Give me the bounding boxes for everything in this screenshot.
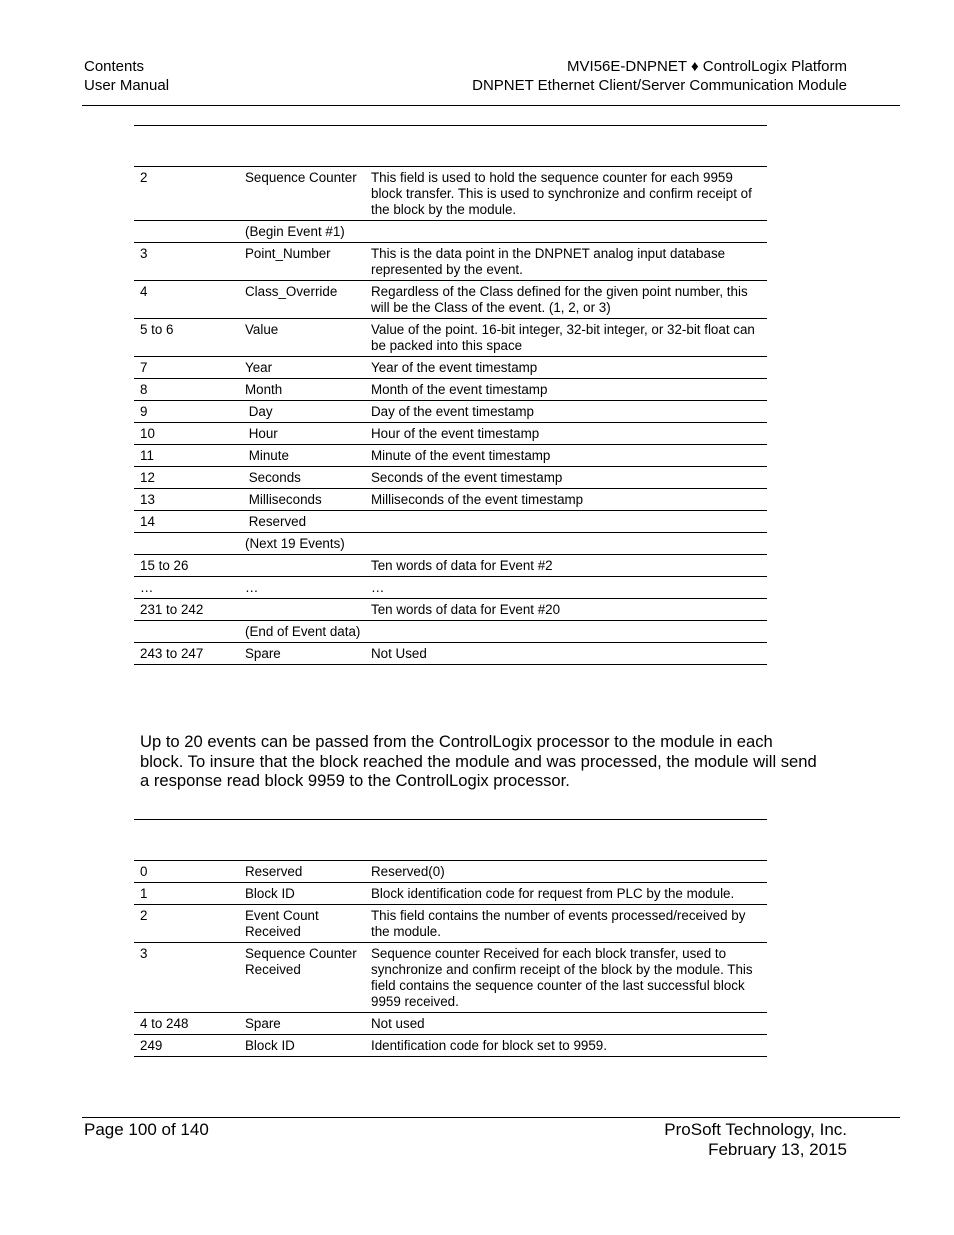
word-offset-cell: 9 — [140, 404, 148, 419]
table-row — [134, 510, 767, 532]
field-name-cell — [239, 602, 365, 618]
description-cell: Not Used — [371, 646, 427, 661]
word-offset-cell: … — [140, 580, 154, 595]
field-name-cell: Hour — [245, 426, 278, 441]
field-name-cell: … — [245, 580, 259, 595]
word-offset-cell: 13 — [140, 492, 155, 507]
body-paragraph: Up to 20 events can be passed from the ControlLogix processor to the module in each block. To insure that the block reached the module and was processed, the module will send a response read block 9959 to the ControlLogix processor. — [140, 732, 817, 790]
word-offset-cell: 4 — [140, 284, 148, 299]
table-row — [134, 356, 767, 378]
word-offset-cell: 11 — [140, 448, 154, 463]
word-offset-cell: 7 — [140, 360, 148, 375]
description-cell: Milliseconds of the event timestamp — [371, 492, 584, 507]
table-row — [134, 1034, 767, 1057]
table-row — [134, 904, 767, 942]
description-cell — [365, 624, 767, 640]
field-name-cell: Spare — [245, 646, 281, 661]
header-manual: User Manual — [84, 77, 170, 94]
word-offset-cell: 14 — [140, 514, 155, 529]
word-offset-cell: 8 — [140, 382, 148, 397]
word-offset-cell: 3 — [140, 946, 148, 961]
header-module: DNPNET Ethernet Client/Server Communication Module — [472, 77, 847, 94]
word-offset-cell: 243 to 247 — [140, 646, 204, 661]
description-cell: Sequence counter Received for each block transfer, used to synchronize and confirm receipt of the block by the module. This field contains the sequence counter of the last successful block 9959 received. — [371, 946, 757, 1009]
description-cell: This is the data point in the DNPNET analog input database represented by the event. — [371, 246, 729, 277]
table-row — [134, 1012, 767, 1034]
field-name-cell: Value — [245, 322, 279, 337]
description-cell: Seconds of the event timestamp — [371, 470, 563, 485]
table-row — [134, 378, 767, 400]
header-right — [472, 57, 847, 95]
table-row — [134, 488, 767, 510]
event-block-table — [134, 125, 767, 665]
description-cell: Not used — [371, 1016, 425, 1031]
table-row — [134, 166, 767, 220]
word-offset-cell: 2 — [140, 908, 148, 923]
field-name-cell: Block ID — [245, 886, 295, 901]
description-cell: Day of the event timestamp — [371, 404, 534, 419]
table-header-blank — [134, 126, 767, 166]
table-row — [134, 444, 767, 466]
table-row — [134, 554, 767, 576]
table-row — [134, 280, 767, 318]
header-left — [84, 57, 169, 95]
field-name-cell: Month — [245, 382, 283, 397]
word-offset-cell: 4 to 248 — [140, 1016, 189, 1031]
word-offset-cell — [134, 536, 239, 552]
field-name-cell: Point_Number — [245, 246, 331, 261]
table-row — [134, 400, 767, 422]
table-row — [134, 220, 767, 242]
table-row — [134, 318, 767, 356]
field-name-cell: (Begin Event #1) — [245, 224, 345, 239]
footer-date: February 13, 2015 — [708, 1140, 847, 1159]
description-cell: Regardless of the Class defined for the given point number, this will be the Class of the event. (1, 2, or 3) — [371, 284, 752, 315]
description-cell: Block identification code for request from PLC by the module. — [371, 886, 735, 901]
word-offset-cell: 249 — [140, 1038, 163, 1053]
table-row — [134, 532, 767, 554]
description-cell: Ten words of data for Event #2 — [371, 558, 553, 573]
field-name-cell: Spare — [245, 1016, 281, 1031]
word-offset-cell: 231 to 242 — [140, 602, 204, 617]
description-cell: Value of the point. 16-bit integer, 32-bit integer, or 32-bit float can be packed into this space — [371, 322, 759, 353]
table-row — [134, 942, 767, 1012]
table-row — [134, 620, 767, 642]
field-name-cell: Reserved — [245, 864, 303, 879]
field-name-cell — [239, 558, 365, 574]
word-offset-cell — [134, 624, 239, 640]
field-name-cell: Year — [245, 360, 273, 375]
field-name-cell: Minute — [245, 448, 289, 463]
word-offset-cell: 5 to 6 — [140, 322, 174, 337]
footer-company: ProSoft Technology, Inc. — [664, 1120, 847, 1139]
table-row — [134, 642, 767, 665]
table-header-blank — [134, 820, 767, 860]
footer-rule — [82, 1117, 900, 1118]
description-cell: Ten words of data for Event #20 — [371, 602, 561, 617]
field-name-cell: (End of Event data) — [245, 624, 361, 639]
word-offset-cell: 0 — [140, 864, 148, 879]
description-cell: Month of the event timestamp — [371, 382, 548, 397]
field-name-cell: Class_Override — [245, 284, 338, 299]
field-name-cell: Sequence Counter — [245, 170, 357, 185]
word-offset-cell: 3 — [140, 246, 148, 261]
field-name-cell: Day — [245, 404, 273, 419]
word-offset-cell — [134, 224, 239, 240]
word-offset-cell: 12 — [140, 470, 155, 485]
footer-page-number: Page 100 of 140 — [84, 1120, 209, 1139]
word-offset-cell: 1 — [140, 886, 148, 901]
description-cell: Year of the event timestamp — [371, 360, 538, 375]
description-cell: This field is used to hold the sequence counter for each 9959 block transfer. This is used to synchronize and confirm receipt of the block by the module. — [371, 170, 756, 217]
field-name-cell: Block ID — [245, 1038, 295, 1053]
table-row — [134, 466, 767, 488]
footer-right — [664, 1120, 847, 1160]
header-product: MVI56E-DNPNET ♦ ControlLogix Platform — [567, 58, 847, 75]
field-name-cell: Milliseconds — [245, 492, 322, 507]
field-name-cell: Seconds — [245, 470, 301, 485]
description-cell: Reserved(0) — [371, 864, 445, 879]
table-row — [134, 882, 767, 904]
description-cell — [365, 536, 767, 552]
description-cell — [365, 224, 767, 240]
word-offset-cell: 2 — [140, 170, 148, 185]
table-row — [134, 598, 767, 620]
word-offset-cell: 15 to 26 — [140, 558, 189, 573]
description-cell: … — [371, 580, 385, 595]
field-name-cell: Sequence Counter Received — [245, 946, 361, 977]
header-rule — [82, 105, 900, 106]
description-cell: Identification code for block set to 9959. — [371, 1038, 607, 1053]
table-row — [134, 242, 767, 280]
field-name-cell: Reserved — [245, 514, 307, 529]
description-cell: This field contains the number of events processed/received by the module. — [371, 908, 750, 939]
word-offset-cell: 10 — [140, 426, 155, 441]
description-cell: Hour of the event timestamp — [371, 426, 540, 441]
table-row — [134, 422, 767, 444]
table-rows — [134, 166, 767, 665]
description-cell: Minute of the event timestamp — [371, 448, 551, 463]
table-row — [134, 860, 767, 882]
response-block-table — [134, 819, 767, 1057]
header-section: Contents — [84, 58, 145, 75]
table-row — [134, 576, 767, 598]
field-name-cell: (Next 19 Events) — [245, 536, 345, 551]
field-name-cell: Event Count Received — [245, 908, 323, 939]
table-rows — [134, 860, 767, 1057]
description-cell — [365, 514, 767, 530]
